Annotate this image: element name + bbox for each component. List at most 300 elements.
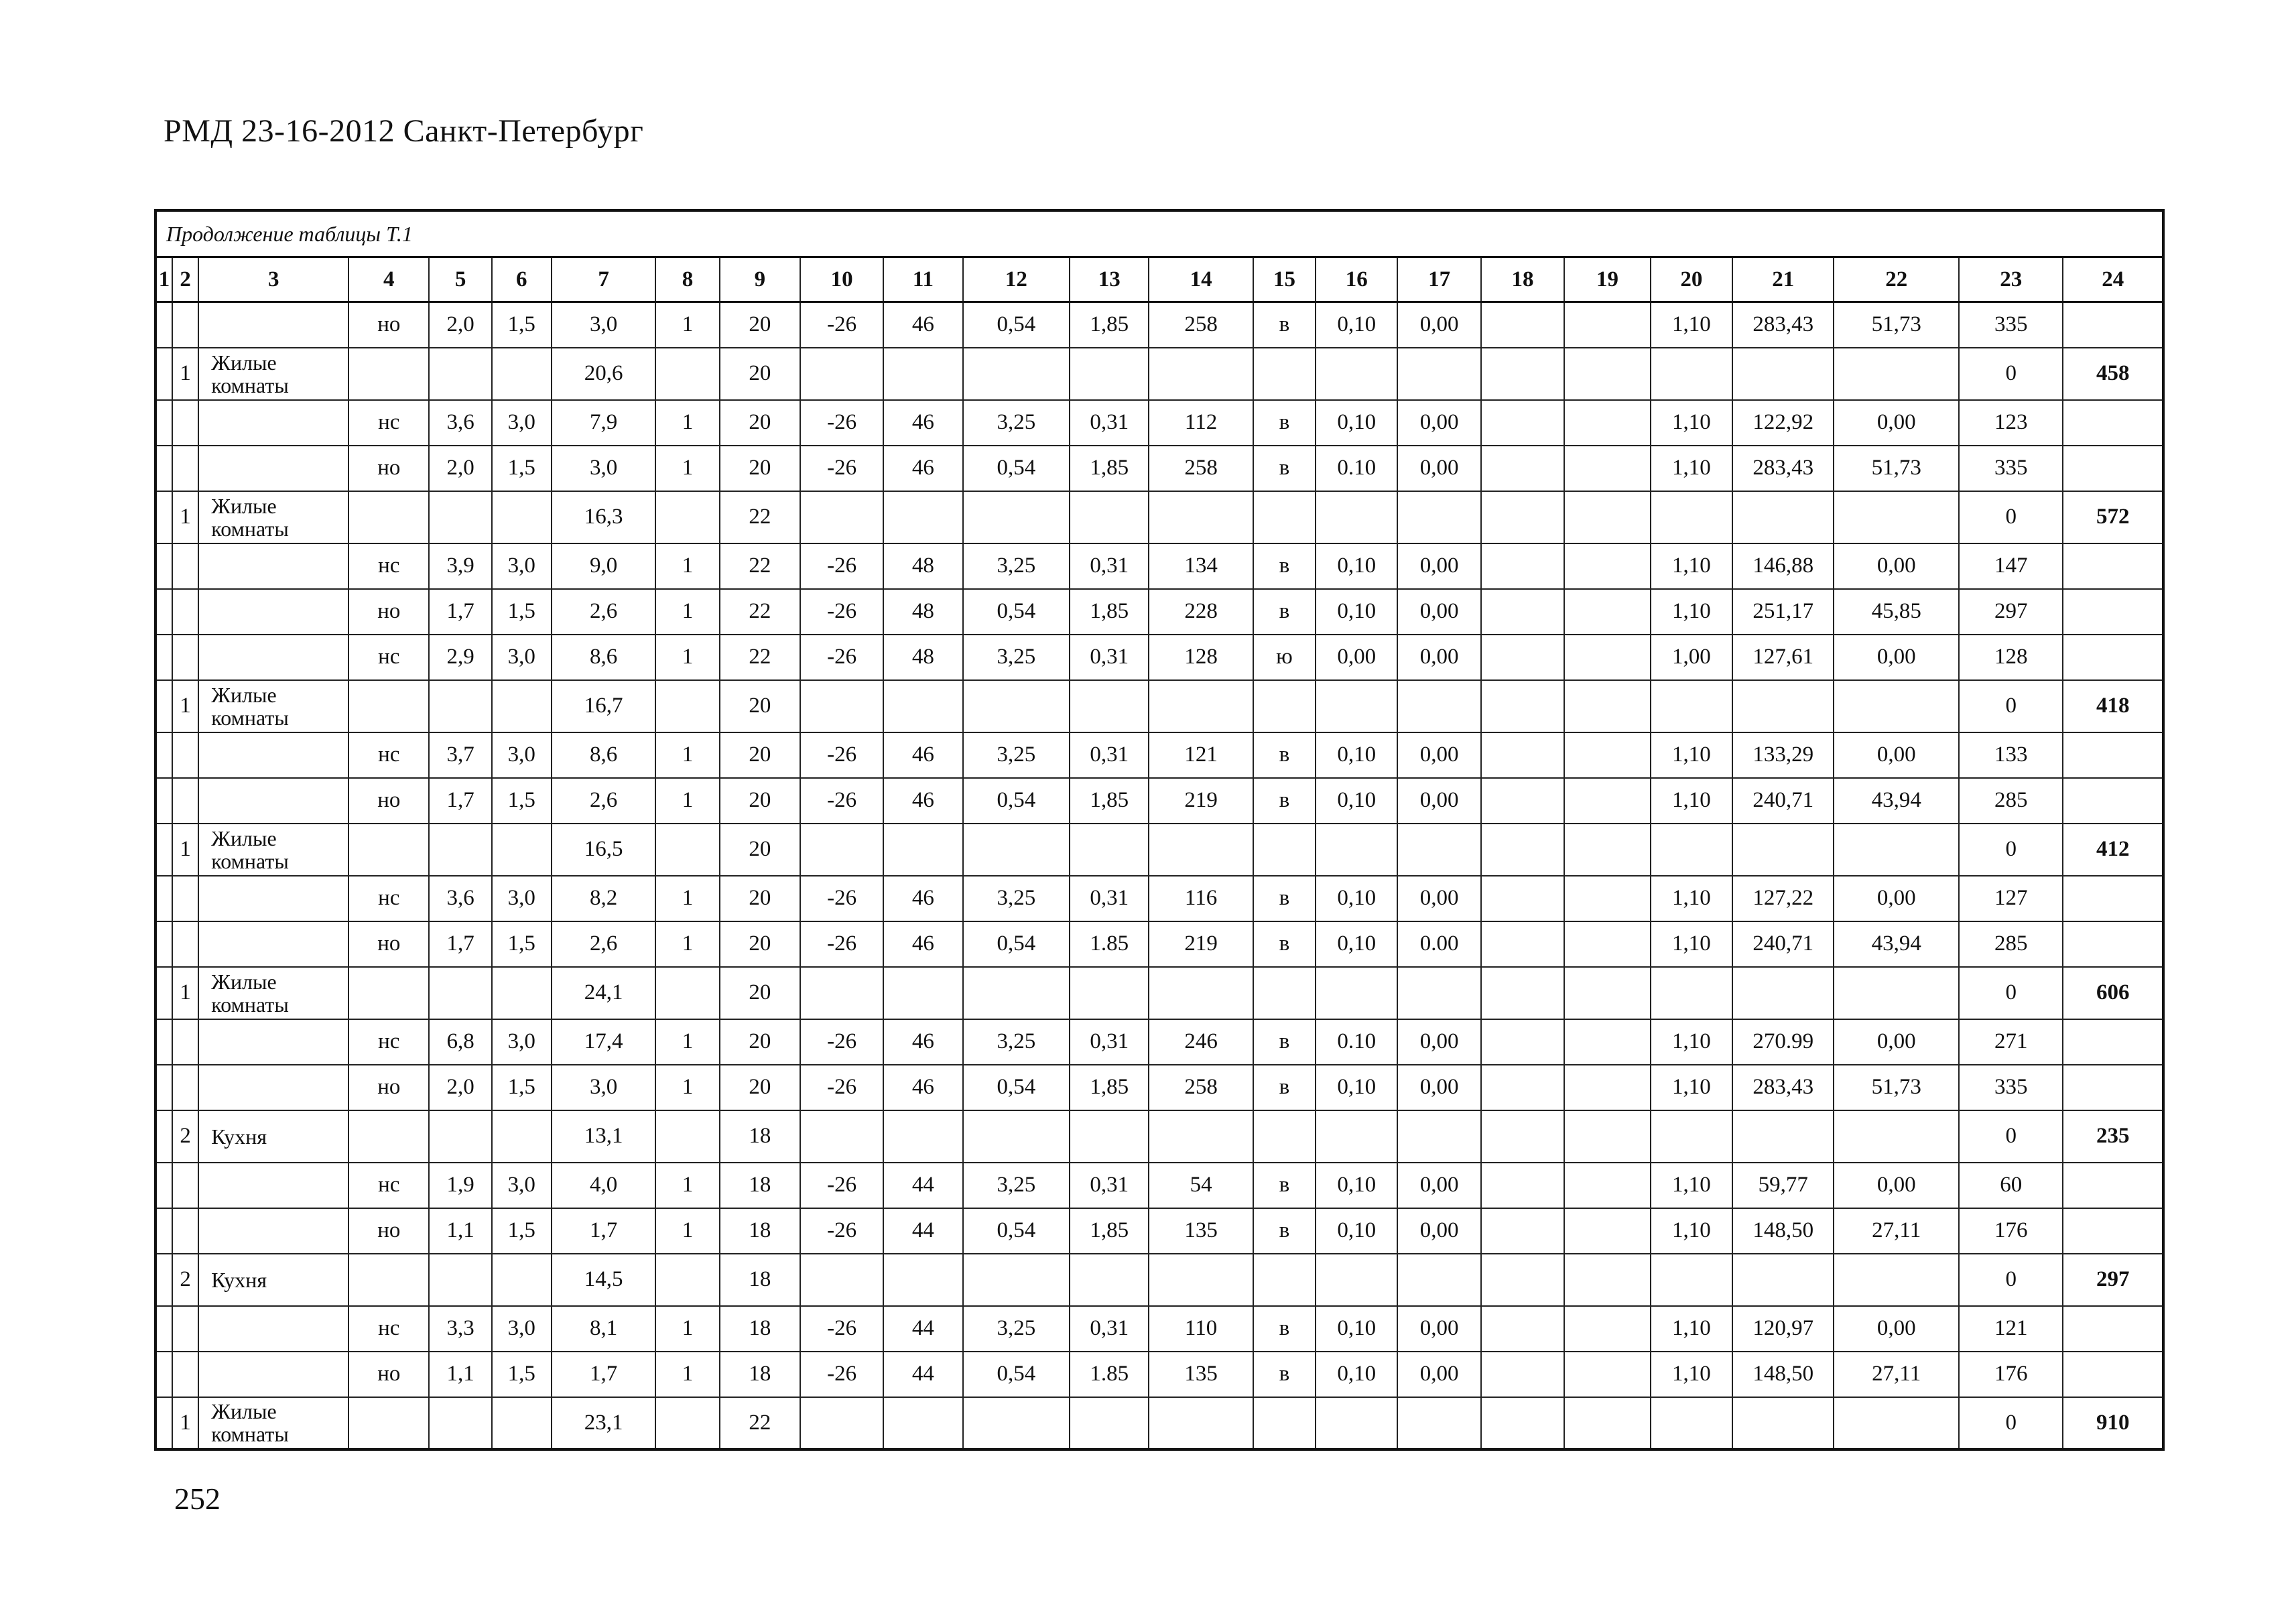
cell-col-3 [198, 1306, 348, 1352]
cell-col-4: но [348, 1065, 429, 1110]
cell-col-7: 24,1 [552, 967, 655, 1019]
room-row [155, 1254, 2163, 1306]
cell-col-11 [883, 1110, 962, 1163]
document-header: РМД 23-16-2012 Санкт-Петербург [164, 113, 644, 149]
cell-col-17: 0,00 [1397, 778, 1480, 824]
column-header-16: 16 [1316, 257, 1397, 302]
cell-col-17 [1397, 1397, 1480, 1449]
cell-col-14: 219 [1149, 778, 1253, 824]
cell-col-1 [155, 1306, 172, 1352]
cell-col-20 [1651, 680, 1732, 732]
cell-col-22: 45,85 [1834, 589, 1959, 635]
cell-col-14: 112 [1149, 400, 1253, 446]
cell-col-12: 3,25 [963, 732, 1070, 778]
cell-col-2 [172, 778, 198, 824]
cell-col-11: 46 [883, 446, 962, 491]
cell-col-15 [1253, 348, 1316, 400]
cell-col-12: 3,25 [963, 1019, 1070, 1065]
cell-col-9: 20 [720, 680, 800, 732]
cell-col-22: 43,94 [1834, 778, 1959, 824]
cell-col-7: 20,6 [552, 348, 655, 400]
cell-col-17: 0,00 [1397, 1065, 1480, 1110]
cell-col-7: 8,6 [552, 732, 655, 778]
cell-col-14: 128 [1149, 635, 1253, 680]
cell-col-17 [1397, 491, 1480, 543]
cell-col-11: 44 [883, 1163, 962, 1208]
cell-col-2 [172, 543, 198, 589]
cell-col-11: 46 [883, 732, 962, 778]
cell-col-20: 1,10 [1651, 1306, 1732, 1352]
cell-col-19 [1564, 589, 1651, 635]
cell-col-10: -26 [800, 302, 883, 348]
cell-col-15: в [1253, 1019, 1316, 1065]
cell-col-2 [172, 1163, 198, 1208]
cell-col-13 [1070, 824, 1149, 876]
cell-col-6: 3,0 [492, 543, 552, 589]
cell-col-1 [155, 1352, 172, 1397]
cell-col-16: 0,10 [1316, 778, 1397, 824]
cell-col-14 [1149, 491, 1253, 543]
cell-col-3: Жилые комнаты [198, 1397, 348, 1449]
cell-col-23: 0 [1959, 491, 2063, 543]
cell-col-24 [2063, 876, 2163, 921]
cell-col-21 [1732, 680, 1834, 732]
cell-col-21: 283,43 [1732, 446, 1834, 491]
cell-col-5: 3,3 [429, 1306, 491, 1352]
cell-col-16 [1316, 491, 1397, 543]
cell-col-6: 3,0 [492, 635, 552, 680]
cell-col-4: нс [348, 635, 429, 680]
room-row [155, 824, 2163, 876]
cell-col-13: 1,85 [1070, 302, 1149, 348]
cell-col-8: 1 [655, 1306, 719, 1352]
cell-col-10: -26 [800, 778, 883, 824]
cell-col-11 [883, 680, 962, 732]
cell-col-5: 2,0 [429, 446, 491, 491]
cell-col-15: в [1253, 1208, 1316, 1254]
cell-col-18 [1481, 1019, 1564, 1065]
cell-col-22: 0,00 [1834, 1019, 1959, 1065]
column-header-3: 3 [198, 257, 348, 302]
cell-col-14: 258 [1149, 302, 1253, 348]
cell-col-4: но [348, 589, 429, 635]
cell-col-10 [800, 680, 883, 732]
cell-col-10: -26 [800, 732, 883, 778]
cell-col-1 [155, 543, 172, 589]
cell-col-12 [963, 1397, 1070, 1449]
cell-col-4: но [348, 1352, 429, 1397]
cell-col-2 [172, 1019, 198, 1065]
cell-col-8 [655, 824, 719, 876]
cell-col-19 [1564, 1163, 1651, 1208]
cell-col-6: 1,5 [492, 302, 552, 348]
cell-col-3 [198, 589, 348, 635]
cell-col-11: 44 [883, 1306, 962, 1352]
cell-col-7: 3,0 [552, 1065, 655, 1110]
room-row [155, 348, 2163, 400]
cell-col-9: 22 [720, 589, 800, 635]
cell-col-6: 3,0 [492, 732, 552, 778]
cell-col-15: в [1253, 1352, 1316, 1397]
column-header-2: 2 [172, 257, 198, 302]
cell-col-8: 1 [655, 400, 719, 446]
room-row [155, 967, 2163, 1019]
cell-col-13 [1070, 1254, 1149, 1306]
cell-col-11 [883, 967, 962, 1019]
cell-col-4: нс [348, 400, 429, 446]
cell-col-4 [348, 1397, 429, 1449]
cell-col-13: 1,85 [1070, 446, 1149, 491]
cell-col-11: 48 [883, 635, 962, 680]
cell-col-15: в [1253, 1306, 1316, 1352]
cell-col-1 [155, 732, 172, 778]
cell-col-12: 3,25 [963, 876, 1070, 921]
cell-col-2: 1 [172, 967, 198, 1019]
cell-col-10 [800, 1110, 883, 1163]
cell-col-16: 0,10 [1316, 589, 1397, 635]
cell-col-13: 1,85 [1070, 1208, 1149, 1254]
cell-col-13: 1,85 [1070, 589, 1149, 635]
cell-col-3: Жилые комнаты [198, 491, 348, 543]
cell-col-3 [198, 1352, 348, 1397]
cell-col-1 [155, 400, 172, 446]
cell-col-21 [1732, 1254, 1834, 1306]
cell-col-16: 0,10 [1316, 1306, 1397, 1352]
cell-col-9: 20 [720, 967, 800, 1019]
cell-col-1 [155, 1208, 172, 1254]
cell-col-21 [1732, 1110, 1834, 1163]
cell-col-9: 18 [720, 1352, 800, 1397]
cell-col-13 [1070, 491, 1149, 543]
cell-col-19 [1564, 1306, 1651, 1352]
cell-col-13 [1070, 680, 1149, 732]
table-row [155, 1065, 2163, 1110]
cell-col-12: 3,25 [963, 400, 1070, 446]
cell-col-24 [2063, 1163, 2163, 1208]
cell-col-16 [1316, 824, 1397, 876]
cell-col-6: 1,5 [492, 778, 552, 824]
cell-col-2: 1 [172, 491, 198, 543]
cell-col-17: 0,00 [1397, 1352, 1480, 1397]
cell-col-1 [155, 778, 172, 824]
cell-col-24: 910 [2063, 1397, 2163, 1449]
room-row [155, 1110, 2163, 1163]
cell-col-2 [172, 921, 198, 967]
cell-col-5: 1,1 [429, 1208, 491, 1254]
cell-col-24 [2063, 302, 2163, 348]
cell-col-1 [155, 1065, 172, 1110]
cell-col-16: 0,10 [1316, 1163, 1397, 1208]
cell-col-17: 0,00 [1397, 1306, 1480, 1352]
cell-col-22: 51,73 [1834, 1065, 1959, 1110]
cell-col-19 [1564, 1019, 1651, 1065]
cell-col-21: 148,50 [1732, 1352, 1834, 1397]
cell-col-3 [198, 543, 348, 589]
cell-col-14: 110 [1149, 1306, 1253, 1352]
cell-col-19 [1564, 302, 1651, 348]
cell-col-4 [348, 348, 429, 400]
cell-col-15: в [1253, 1163, 1316, 1208]
cell-col-12 [963, 824, 1070, 876]
cell-col-18 [1481, 635, 1564, 680]
cell-col-23: 0 [1959, 1397, 2063, 1449]
cell-col-3 [198, 876, 348, 921]
cell-col-15: ю [1253, 635, 1316, 680]
cell-col-13: 1.85 [1070, 1352, 1149, 1397]
cell-col-6: 1,5 [492, 446, 552, 491]
cell-col-8: 1 [655, 1208, 719, 1254]
cell-col-14: 135 [1149, 1352, 1253, 1397]
cell-col-21: 240,71 [1732, 778, 1834, 824]
cell-col-17 [1397, 967, 1480, 1019]
cell-col-23: 335 [1959, 302, 2063, 348]
cell-col-8: 1 [655, 876, 719, 921]
cell-col-1 [155, 446, 172, 491]
cell-col-7: 8,1 [552, 1306, 655, 1352]
cell-col-9: 18 [720, 1208, 800, 1254]
cell-col-16: 0,10 [1316, 400, 1397, 446]
cell-col-12: 0,54 [963, 1352, 1070, 1397]
cell-col-10: -26 [800, 1019, 883, 1065]
cell-col-17 [1397, 1254, 1480, 1306]
cell-col-17: 0,00 [1397, 1163, 1480, 1208]
cell-col-16: 0,10 [1316, 732, 1397, 778]
cell-col-18 [1481, 589, 1564, 635]
cell-col-8: 1 [655, 635, 719, 680]
cell-col-9: 20 [720, 778, 800, 824]
cell-col-10 [800, 824, 883, 876]
column-header-9: 9 [720, 257, 800, 302]
cell-col-22: 43,94 [1834, 921, 1959, 967]
column-header-12: 12 [963, 257, 1070, 302]
column-header-22: 22 [1834, 257, 1959, 302]
cell-col-5 [429, 1110, 491, 1163]
cell-col-9: 20 [720, 876, 800, 921]
column-header-20: 20 [1651, 257, 1732, 302]
cell-col-5 [429, 967, 491, 1019]
cell-col-11: 46 [883, 1065, 962, 1110]
cell-col-4: но [348, 778, 429, 824]
cell-col-20 [1651, 967, 1732, 1019]
room-row [155, 1397, 2163, 1449]
cell-col-19 [1564, 446, 1651, 491]
cell-col-1 [155, 635, 172, 680]
cell-col-20: 1,10 [1651, 543, 1732, 589]
room-row [155, 680, 2163, 732]
cell-col-9: 20 [720, 921, 800, 967]
cell-col-10 [800, 967, 883, 1019]
cell-col-3 [198, 1163, 348, 1208]
cell-col-10: -26 [800, 446, 883, 491]
cell-col-18 [1481, 778, 1564, 824]
cell-col-16: 0.10 [1316, 1019, 1397, 1065]
cell-col-23: 0 [1959, 680, 2063, 732]
column-header-17: 17 [1397, 257, 1480, 302]
cell-col-9: 20 [720, 302, 800, 348]
cell-col-18 [1481, 348, 1564, 400]
cell-col-11: 46 [883, 921, 962, 967]
cell-col-20: 1,10 [1651, 1352, 1732, 1397]
cell-col-15 [1253, 1397, 1316, 1449]
cell-col-18 [1481, 824, 1564, 876]
cell-col-22: 0,00 [1834, 876, 1959, 921]
column-header-7: 7 [552, 257, 655, 302]
cell-col-1 [155, 1110, 172, 1163]
cell-col-23: 176 [1959, 1208, 2063, 1254]
cell-col-17: 0,00 [1397, 543, 1480, 589]
cell-col-13 [1070, 1397, 1149, 1449]
cell-col-12: 0,54 [963, 1208, 1070, 1254]
cell-col-23: 147 [1959, 543, 2063, 589]
cell-col-13: 0,31 [1070, 876, 1149, 921]
column-header-4: 4 [348, 257, 429, 302]
cell-col-16: 0,10 [1316, 543, 1397, 589]
cell-col-20: 1,10 [1651, 1163, 1732, 1208]
cell-col-22: 27,11 [1834, 1352, 1959, 1397]
cell-col-18 [1481, 1397, 1564, 1449]
cell-col-12: 0,54 [963, 302, 1070, 348]
cell-col-8 [655, 1110, 719, 1163]
cell-col-23: 176 [1959, 1352, 2063, 1397]
cell-col-24 [2063, 1065, 2163, 1110]
cell-col-2: 2 [172, 1254, 198, 1306]
cell-col-12: 3,25 [963, 543, 1070, 589]
cell-col-21 [1732, 491, 1834, 543]
cell-col-15 [1253, 1254, 1316, 1306]
cell-col-19 [1564, 876, 1651, 921]
cell-col-2 [172, 446, 198, 491]
cell-col-24 [2063, 1208, 2163, 1254]
cell-col-22: 51,73 [1834, 446, 1959, 491]
cell-col-21: 122,92 [1732, 400, 1834, 446]
cell-col-21: 251,17 [1732, 589, 1834, 635]
cell-col-3 [198, 302, 348, 348]
cell-col-9: 20 [720, 400, 800, 446]
cell-col-10: -26 [800, 921, 883, 967]
cell-col-2: 2 [172, 1110, 198, 1163]
cell-col-9: 22 [720, 491, 800, 543]
cell-col-23: 285 [1959, 778, 2063, 824]
cell-col-1 [155, 824, 172, 876]
cell-col-24 [2063, 589, 2163, 635]
cell-col-24: 235 [2063, 1110, 2163, 1163]
cell-col-17 [1397, 680, 1480, 732]
cell-col-10: -26 [800, 1065, 883, 1110]
cell-col-7: 8,6 [552, 635, 655, 680]
cell-col-23: 0 [1959, 348, 2063, 400]
cell-col-3: Жилые комнаты [198, 967, 348, 1019]
cell-col-14 [1149, 680, 1253, 732]
table-row [155, 446, 2163, 491]
cell-col-5 [429, 1397, 491, 1449]
cell-col-11: 46 [883, 778, 962, 824]
cell-col-20 [1651, 348, 1732, 400]
cell-col-24: 418 [2063, 680, 2163, 732]
cell-col-10 [800, 348, 883, 400]
cell-col-21: 283,43 [1732, 302, 1834, 348]
cell-col-14: 246 [1149, 1019, 1253, 1065]
cell-col-11: 46 [883, 876, 962, 921]
cell-col-7: 17,4 [552, 1019, 655, 1065]
cell-col-20: 1,10 [1651, 732, 1732, 778]
cell-col-16 [1316, 1254, 1397, 1306]
cell-col-3 [198, 446, 348, 491]
column-header-24: 24 [2063, 257, 2163, 302]
table-row [155, 589, 2163, 635]
cell-col-22: 0,00 [1834, 1163, 1959, 1208]
cell-col-21: 148,50 [1732, 1208, 1834, 1254]
cell-col-20: 1,10 [1651, 921, 1732, 967]
cell-col-4 [348, 491, 429, 543]
cell-col-6 [492, 1110, 552, 1163]
cell-col-10: -26 [800, 635, 883, 680]
cell-col-9: 18 [720, 1306, 800, 1352]
cell-col-4 [348, 1110, 429, 1163]
cell-col-1 [155, 491, 172, 543]
cell-col-15: в [1253, 400, 1316, 446]
cell-col-4: но [348, 446, 429, 491]
cell-col-2 [172, 1065, 198, 1110]
cell-col-9: 22 [720, 635, 800, 680]
cell-col-7: 2,6 [552, 589, 655, 635]
cell-col-1 [155, 348, 172, 400]
cell-col-14 [1149, 1397, 1253, 1449]
cell-col-19 [1564, 824, 1651, 876]
cell-col-4: нс [348, 1163, 429, 1208]
cell-col-14: 54 [1149, 1163, 1253, 1208]
column-header-11: 11 [883, 257, 962, 302]
cell-col-12 [963, 1110, 1070, 1163]
cell-col-22: 0,00 [1834, 400, 1959, 446]
cell-col-23: 121 [1959, 1306, 2063, 1352]
cell-col-3: Кухня [198, 1254, 348, 1306]
cell-col-7: 1,7 [552, 1352, 655, 1397]
cell-col-4: нс [348, 732, 429, 778]
cell-col-8: 1 [655, 1163, 719, 1208]
table-row [155, 543, 2163, 589]
column-header-row [155, 257, 2163, 302]
cell-col-16 [1316, 1397, 1397, 1449]
cell-col-10 [800, 491, 883, 543]
cell-col-6: 3,0 [492, 1019, 552, 1065]
cell-col-11 [883, 824, 962, 876]
cell-col-9: 20 [720, 446, 800, 491]
cell-col-8: 1 [655, 589, 719, 635]
cell-col-9: 20 [720, 732, 800, 778]
cell-col-15: в [1253, 732, 1316, 778]
cell-col-13: 1,85 [1070, 1065, 1149, 1110]
cell-col-18 [1481, 1163, 1564, 1208]
cell-col-23: 0 [1959, 824, 2063, 876]
cell-col-11: 48 [883, 543, 962, 589]
cell-col-11: 46 [883, 1019, 962, 1065]
cell-col-2 [172, 732, 198, 778]
cell-col-17: 0,00 [1397, 1019, 1480, 1065]
cell-col-23: 123 [1959, 400, 2063, 446]
cell-col-6 [492, 1254, 552, 1306]
cell-col-20 [1651, 824, 1732, 876]
cell-col-22 [1834, 680, 1959, 732]
cell-col-2: 1 [172, 1397, 198, 1449]
table-t1 [154, 209, 2165, 1451]
cell-col-10: -26 [800, 1163, 883, 1208]
cell-col-5: 1,7 [429, 921, 491, 967]
cell-col-23: 60 [1959, 1163, 2063, 1208]
cell-col-20: 1,00 [1651, 635, 1732, 680]
cell-col-11: 46 [883, 400, 962, 446]
cell-col-9: 20 [720, 348, 800, 400]
cell-col-22: 0,00 [1834, 732, 1959, 778]
